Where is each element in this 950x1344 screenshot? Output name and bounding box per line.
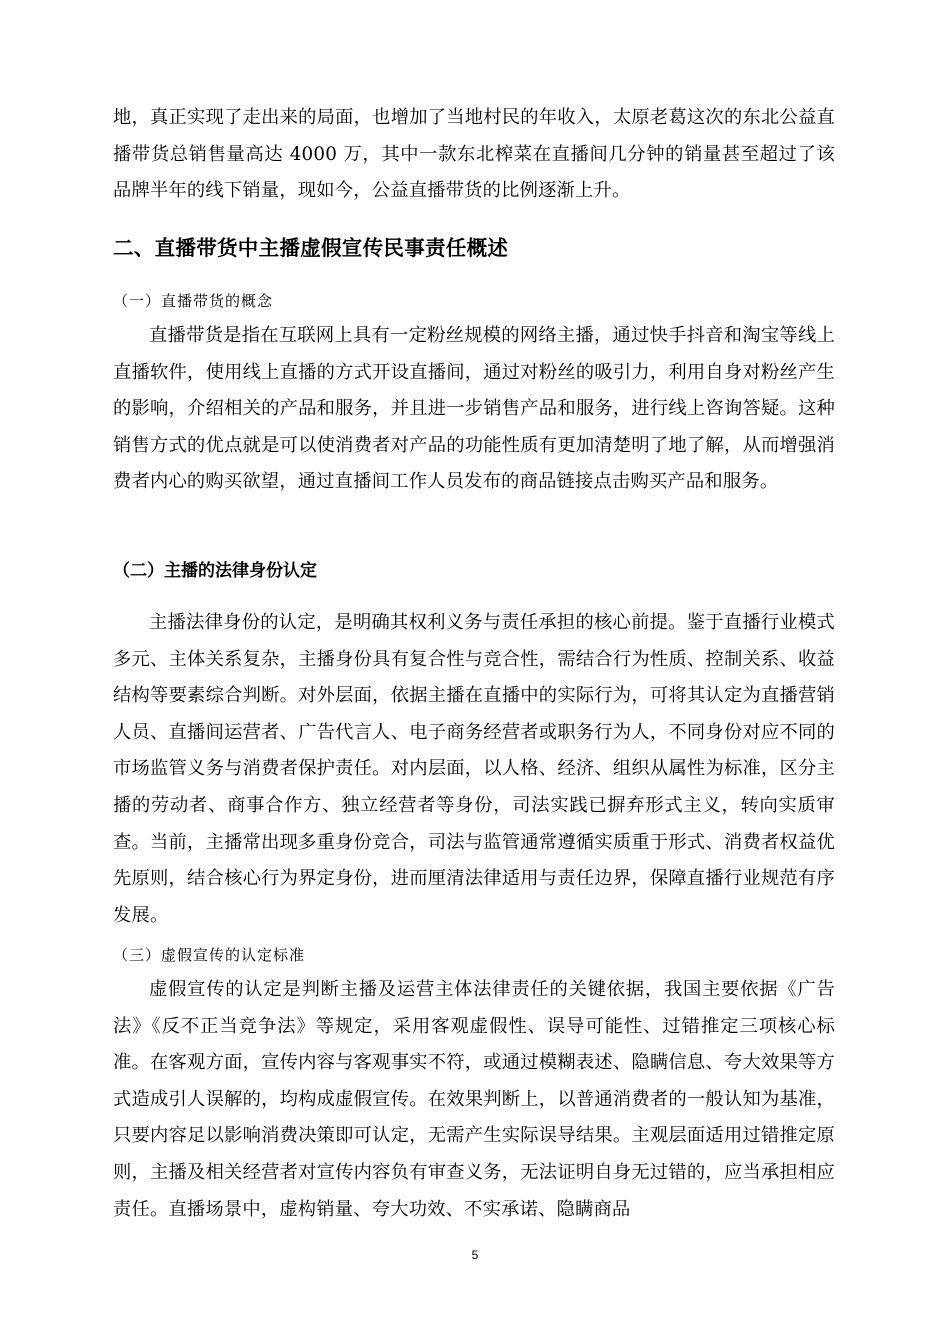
heading-level-3: （二）主播的法律身份认定 xyxy=(113,561,317,581)
paragraph-block xyxy=(113,318,835,501)
heading-level-3: （三）虚假宣传的认定标准 xyxy=(113,946,306,964)
page-number: 5 xyxy=(471,1248,479,1262)
heading-level-2: 二、直播带货中主播虚假宣传民事责任概述 xyxy=(113,236,509,260)
paragraph-block xyxy=(113,100,835,210)
section-heading xyxy=(113,233,835,263)
subsection-heading xyxy=(113,288,835,314)
heading-level-3: （一）直播带货的概念 xyxy=(113,292,274,310)
body-paragraph: 主播法律身份的认定，是明确其权利义务与责任承担的核心前提。鉴于直播行业模式多元、主体关系复杂，主播身份具有复合性与竞合性，需结合行为性质、控制关系、收益结构等要素综合判断。对外层面，依据主播在直播中的实际行为，可将其认定为直播营销人员、直播间运营者、广告代言人、电子商务经营者或职务行为人，不同身份对应不同的市场监管义务与消费者保护责任。对内层面，以人格、经济、组织从属性为标准，区分主播的劳动者、商事合作方、独立经营者等身份，司法实践已摒弃形式主义，转向实质审查。当前，主播常出现多重身份竞合，司法与监管通常遵循实质重于形式、消费者权益优先原则，结合核心行为界定身份，进而厘清法律适用与责任边界，保障直播行业规范有序发展。 xyxy=(113,612,835,926)
body-paragraph: 直播带货是指在互联网上具有一定粉丝规模的网络主播，通过快手抖音和淘宝等线上直播软件，使用线上直播的方式开设直播间，通过对粉丝的吸引力，利用自身对粉丝产生的影响，介绍相关的产品和服务，并且进一步销售产品和服务，进行线上咨询答疑。这种销售方式的优点就是可以使消费者对产品的功能性质有更加清楚明了地了解，从而增强消费者内心的购买欲望，通过直播间工作人员发布的商品链接点击购买产品和服务。 xyxy=(113,325,835,493)
subsection-heading xyxy=(113,942,835,968)
body-paragraph: 地，真正实现了走出来的局面，也增加了当地村民的年收入，太原老葛这次的东北公益直播带货总销售量高达 4000 万，其中一款东北榨菜在直播间几分钟的销量甚至超过了该品牌半年的线下销量，现如今，公益直播带货的比例逐渐上升。 xyxy=(113,107,835,202)
subsection-heading xyxy=(113,557,835,585)
body-paragraph: 虚假宣传的认定是判断主播及运营主体法律责任的关键依据，我国主要依据《广告法》《反不正当竞争法》等规定，采用客观虚假性、误导可能性、过错推定三项核心标准。在客观方面，宣传内容与客观事实不符，或通过模糊表述、隐瞒信息、夸大效果等方式造成引人误解的，均构成虚假宣传。在效果判断上，以普通消费者的一般认知为基准，只要内容足以影响消费决策即可认定，无需产生实际误导结果。主观层面适用过错推定原则，主播及相关经营者对宣传内容负有审查义务，无法证明自身无过错的，应当承担相应责任。直播场景中，虚构销量、夸大功效、不实承诺、隐瞒商品 xyxy=(113,979,835,1220)
paragraph-block xyxy=(113,972,835,1228)
paragraph-block xyxy=(113,605,835,934)
